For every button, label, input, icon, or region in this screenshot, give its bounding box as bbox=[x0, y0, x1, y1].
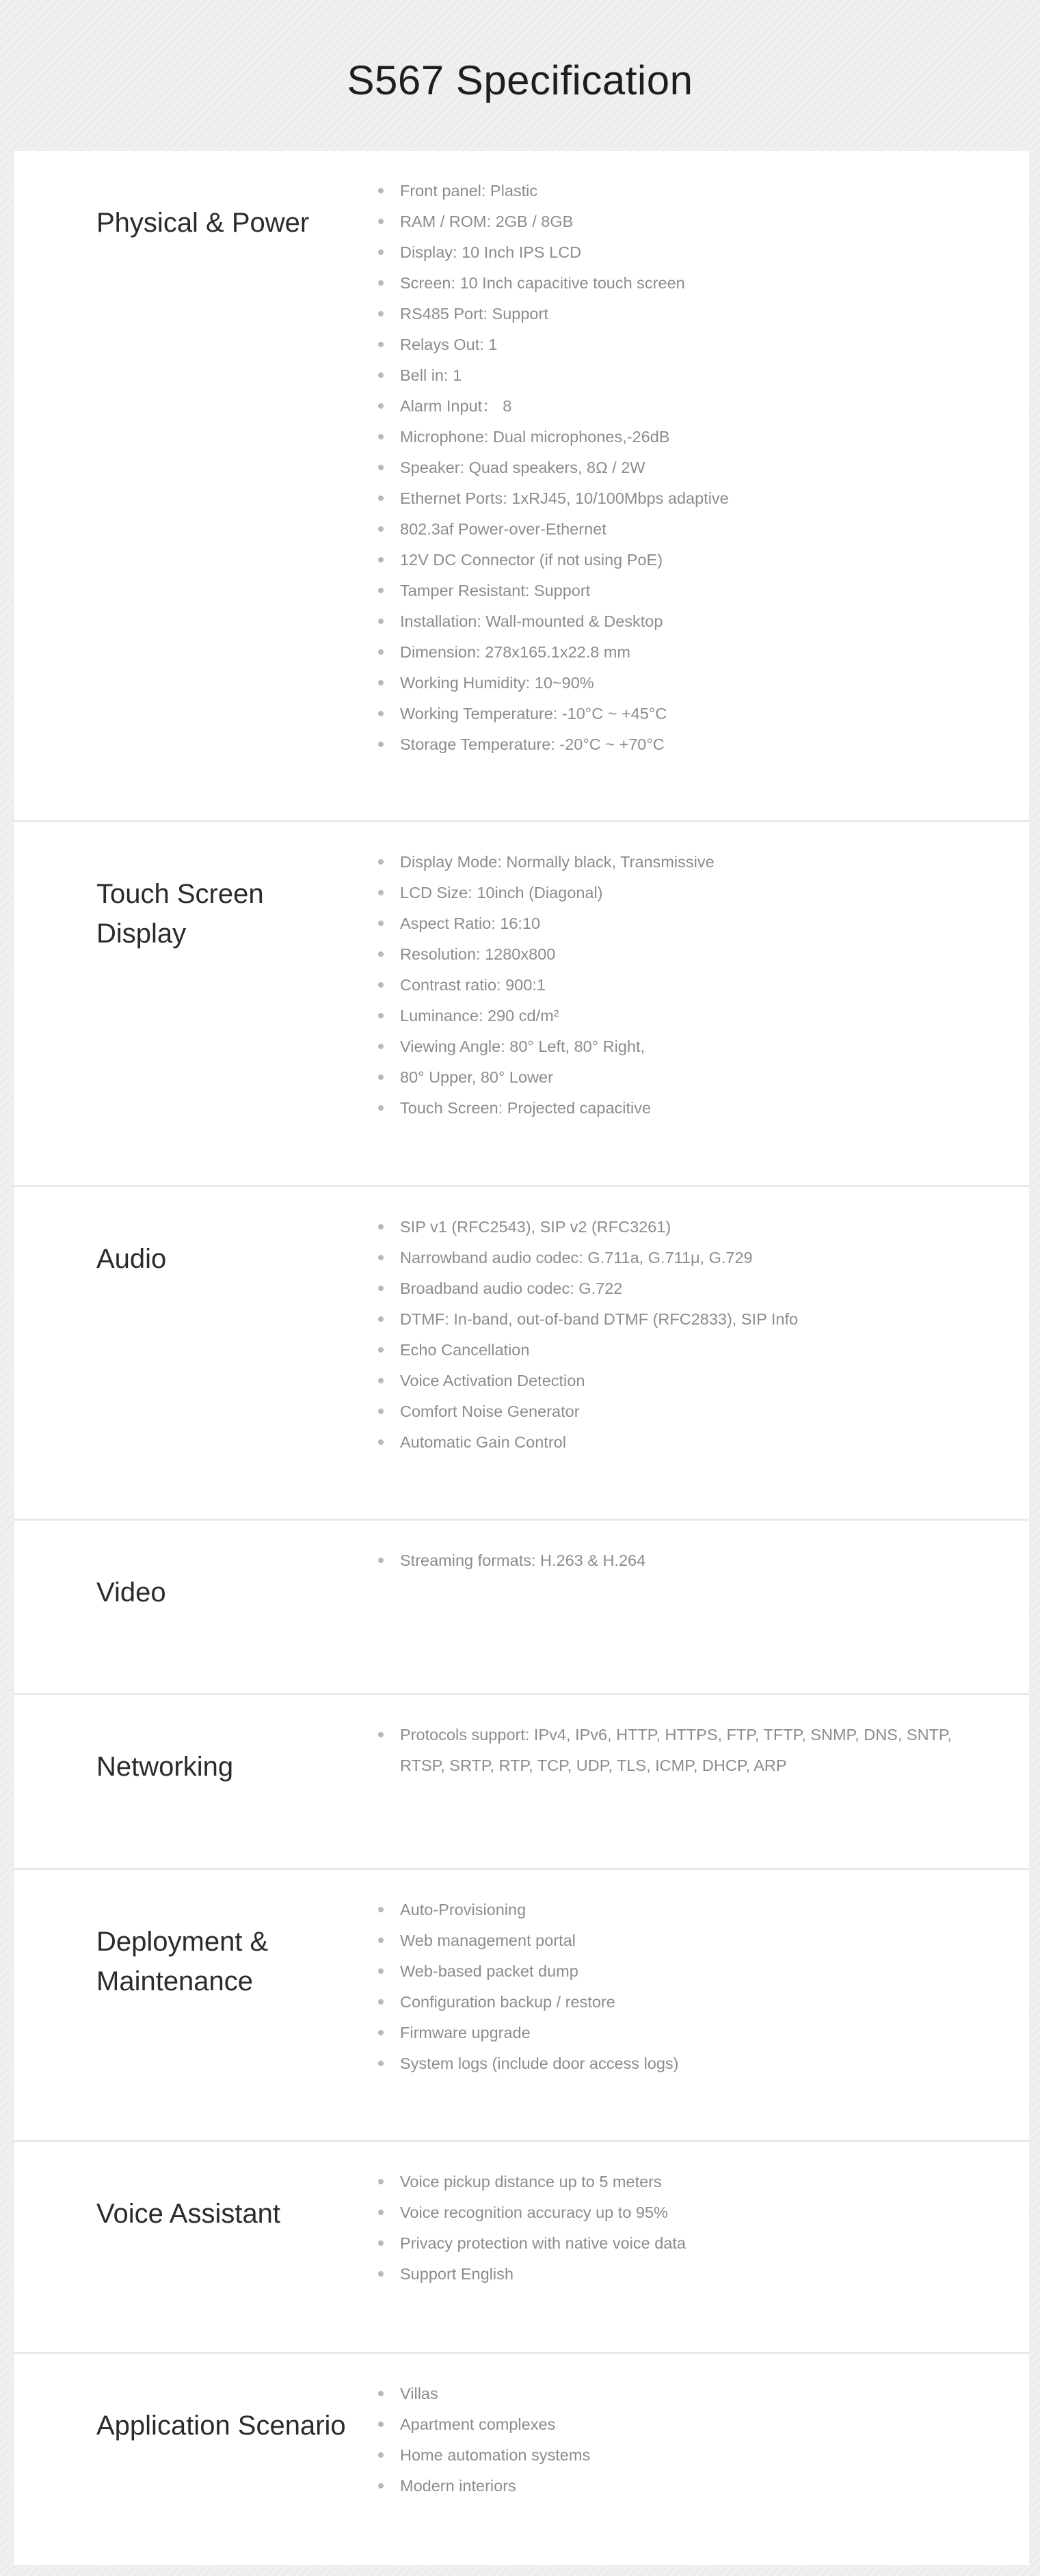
section-title: Physical & Power bbox=[96, 208, 310, 238]
spec-item: Echo Cancellation bbox=[378, 1335, 994, 1366]
spec-item: Privacy protection with native voice data bbox=[378, 2228, 994, 2259]
spec-item: Modern interiors bbox=[378, 2471, 994, 2502]
section-deployment-maintenance bbox=[14, 1870, 1029, 2142]
spec-item: Protocols support: IPv4, IPv6, HTTP, HTTPS, FTP, TFTP, SNMP, DNS, SNTP, RTSP, SRTP, RTP, TCP, UDP, TLS, ICMP, DHCP, ARP bbox=[378, 1720, 994, 1781]
spec-item: Touch Screen: Projected capacitive bbox=[378, 1093, 994, 1124]
spec-item: Front panel: Plastic bbox=[378, 176, 994, 206]
spec-list bbox=[378, 2167, 994, 2290]
section-title: Video bbox=[96, 1577, 166, 1608]
section-application-scenario bbox=[14, 2354, 1029, 2565]
spec-item: Alarm Input： 8 bbox=[378, 391, 994, 422]
spec-list bbox=[378, 1720, 994, 1781]
spec-item: Luminance: 290 cd/m² bbox=[378, 1001, 994, 1031]
spec-item: 12V DC Connector (if not using PoE) bbox=[378, 545, 994, 575]
spec-item: Support English bbox=[378, 2259, 994, 2290]
spec-container bbox=[14, 151, 1029, 2565]
spec-list bbox=[378, 1212, 994, 1458]
spec-item: Apartment complexes bbox=[378, 2409, 994, 2440]
spec-item: Voice recognition accuracy up to 95% bbox=[378, 2197, 994, 2228]
spec-item: Firmware upgrade bbox=[378, 2018, 994, 2048]
spec-item: Configuration backup / restore bbox=[378, 1987, 994, 2018]
spec-item: Display Mode: Normally black, Transmissive bbox=[378, 847, 994, 878]
spec-item: Viewing Angle: 80° Left, 80° Right, bbox=[378, 1031, 994, 1062]
spec-list bbox=[378, 176, 994, 760]
spec-item: DTMF: In-band, out-of-band DTMF (RFC2833), SIP Info bbox=[378, 1304, 994, 1335]
spec-item: SIP v1 (RFC2543), SIP v2 (RFC3261) bbox=[378, 1212, 994, 1243]
section-title: Deployment & Maintenance bbox=[96, 1927, 269, 1996]
spec-list bbox=[378, 1895, 994, 2079]
section-title: Application Scenario bbox=[96, 2411, 346, 2441]
spec-item: Storage Temperature: -20°C ~ +70°C bbox=[378, 729, 994, 760]
spec-list bbox=[378, 2378, 994, 2502]
spec-item: Working Humidity: 10~90% bbox=[378, 668, 994, 699]
spec-item: Screen: 10 Inch capacitive touch screen bbox=[378, 268, 994, 299]
spec-item: Comfort Noise Generator bbox=[378, 1396, 994, 1427]
section-touch-screen-display bbox=[14, 822, 1029, 1187]
spec-list bbox=[378, 1545, 994, 1576]
spec-item: Villas bbox=[378, 2378, 994, 2409]
section-audio bbox=[14, 1187, 1029, 1521]
section-title: Audio bbox=[96, 1244, 167, 1274]
spec-item: Ethernet Ports: 1xRJ45, 10/100Mbps adaptive bbox=[378, 483, 994, 514]
spec-item: Web-based packet dump bbox=[378, 1956, 994, 1987]
section-title: Networking bbox=[96, 1752, 234, 1782]
spec-item: LCD Size: 10inch (Diagonal) bbox=[378, 878, 994, 908]
spec-item: Home automation systems bbox=[378, 2440, 994, 2471]
spec-item: 80° Upper, 80° Lower bbox=[378, 1062, 994, 1093]
spec-item: Bell in: 1 bbox=[378, 360, 994, 391]
section-networking bbox=[14, 1695, 1029, 1870]
section-voice-assistant bbox=[14, 2142, 1029, 2354]
spec-item: Relays Out: 1 bbox=[378, 329, 994, 360]
spec-item: Aspect Ratio: 16:10 bbox=[378, 908, 994, 939]
section-title: Touch Screen Display bbox=[96, 879, 264, 949]
spec-list bbox=[378, 847, 994, 1124]
spec-item: Working Temperature: -10°C ~ +45°C bbox=[378, 699, 994, 729]
spec-item: Narrowband audio codec: G.711a, G.711μ, G.729 bbox=[378, 1243, 994, 1273]
spec-item: Voice Activation Detection bbox=[378, 1366, 994, 1396]
spec-item: Installation: Wall-mounted & Desktop bbox=[378, 606, 994, 637]
spec-item: Contrast ratio: 900:1 bbox=[378, 970, 994, 1001]
spec-item: RAM / ROM: 2GB / 8GB bbox=[378, 206, 994, 237]
spec-item: Speaker: Quad speakers, 8Ω / 2W bbox=[378, 452, 994, 483]
spec-item: Broadband audio codec: G.722 bbox=[378, 1273, 994, 1304]
spec-item: Web management portal bbox=[378, 1925, 994, 1956]
spec-item: Resolution: 1280x800 bbox=[378, 939, 994, 970]
spec-item: RS485 Port: Support bbox=[378, 299, 994, 329]
section-title: Voice Assistant bbox=[96, 2199, 281, 2229]
spec-item: Streaming formats: H.263 & H.264 bbox=[378, 1545, 994, 1576]
spec-item: Microphone: Dual microphones,-26dB bbox=[378, 422, 994, 452]
spec-item: 802.3af Power-over-Ethernet bbox=[378, 514, 994, 545]
spec-item: Voice pickup distance up to 5 meters bbox=[378, 2167, 994, 2197]
spec-item: Display: 10 Inch IPS LCD bbox=[378, 237, 994, 268]
spec-item: Dimension: 278x165.1x22.8 mm bbox=[378, 637, 994, 668]
page-title: S567 Specification bbox=[347, 57, 693, 103]
section-video bbox=[14, 1521, 1029, 1695]
spec-item: System logs (include door access logs) bbox=[378, 2048, 994, 2079]
spec-item: Auto-Provisioning bbox=[378, 1895, 994, 1925]
section-physical-power bbox=[14, 151, 1029, 822]
spec-item: Automatic Gain Control bbox=[378, 1427, 994, 1458]
spec-item: Tamper Resistant: Support bbox=[378, 575, 994, 606]
